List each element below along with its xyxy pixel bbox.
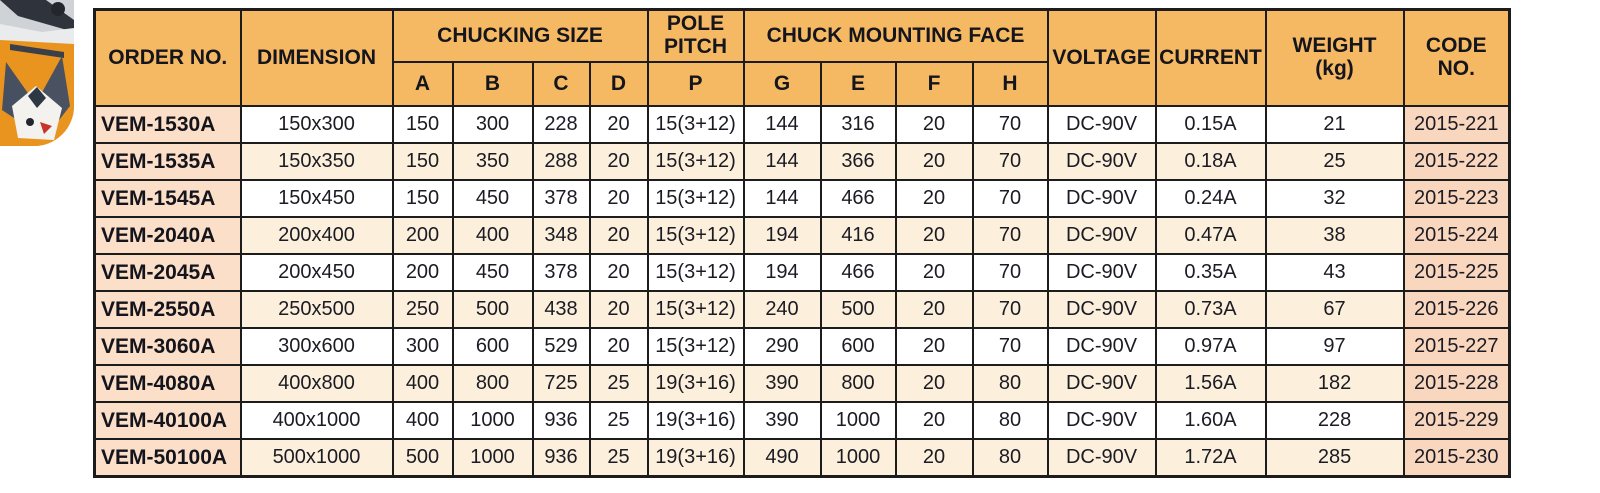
- cell-c: 378: [533, 180, 590, 217]
- header-col-d: D: [590, 62, 648, 106]
- spec-table-body: [95, 106, 1510, 477]
- cell-e: 416: [821, 217, 896, 254]
- cell-e: 500: [821, 291, 896, 328]
- cell-weight: 21: [1266, 106, 1404, 143]
- cell-h: 70: [973, 217, 1048, 254]
- cell-current: 0.15A: [1156, 106, 1266, 143]
- cell-dimension: 400x800: [241, 365, 393, 402]
- cell-weight: 25: [1266, 143, 1404, 180]
- cell-voltage: DC-90V: [1048, 402, 1156, 439]
- cell-d: 25: [590, 402, 648, 439]
- cell-h: 70: [973, 254, 1048, 291]
- cell-code: 2015-223: [1404, 180, 1510, 217]
- cell-voltage: DC-90V: [1048, 106, 1156, 143]
- cell-order: VEM-4080A: [95, 365, 241, 402]
- cell-current: 1.56A: [1156, 365, 1266, 402]
- header-weight-line1: WEIGHT: [1292, 34, 1377, 58]
- cell-d: 20: [590, 291, 648, 328]
- cell-current: 0.97A: [1156, 328, 1266, 365]
- cell-e: 800: [821, 365, 896, 402]
- cell-f: 20: [896, 365, 973, 402]
- cell-e: 316: [821, 106, 896, 143]
- cell-order: VEM-1535A: [95, 143, 241, 180]
- cell-a: 400: [393, 365, 453, 402]
- cell-f: 20: [896, 402, 973, 439]
- cell-g: 144: [744, 106, 821, 143]
- header-order-no: ORDER NO.: [95, 10, 241, 107]
- cell-voltage: DC-90V: [1048, 254, 1156, 291]
- product-photo-art: [0, 0, 74, 146]
- cell-h: 70: [973, 328, 1048, 365]
- cell-f: 20: [896, 291, 973, 328]
- header-col-a: A: [393, 62, 453, 106]
- header-chuck-mounting-face: CHUCK MOUNTING FACE: [744, 10, 1048, 63]
- cell-code: 2015-227: [1404, 328, 1510, 365]
- cell-weight: 97: [1266, 328, 1404, 365]
- cell-current: 0.18A: [1156, 143, 1266, 180]
- cell-weight: 228: [1266, 402, 1404, 439]
- header-col-c: C: [533, 62, 590, 106]
- cell-voltage: DC-90V: [1048, 143, 1156, 180]
- cell-order: VEM-50100A: [95, 439, 241, 477]
- header-col-b: B: [453, 62, 533, 106]
- cell-p: 15(3+12): [648, 180, 744, 217]
- cell-voltage: DC-90V: [1048, 217, 1156, 254]
- cell-e: 600: [821, 328, 896, 365]
- cell-b: 400: [453, 217, 533, 254]
- cell-d: 20: [590, 254, 648, 291]
- cell-g: 490: [744, 439, 821, 477]
- cell-weight: 38: [1266, 217, 1404, 254]
- cell-weight: 182: [1266, 365, 1404, 402]
- cell-p: 19(3+16): [648, 402, 744, 439]
- cell-a: 150: [393, 180, 453, 217]
- cell-a: 200: [393, 217, 453, 254]
- cell-a: 150: [393, 106, 453, 143]
- header-group-row: [95, 10, 1510, 63]
- cell-current: 0.47A: [1156, 217, 1266, 254]
- cell-code: 2015-224: [1404, 217, 1510, 254]
- cell-p: 15(3+12): [648, 143, 744, 180]
- cell-e: 466: [821, 254, 896, 291]
- cell-voltage: DC-90V: [1048, 180, 1156, 217]
- product-photo: [0, 0, 74, 146]
- cell-d: 20: [590, 217, 648, 254]
- header-dimension: DIMENSION: [241, 10, 393, 107]
- cell-g: 390: [744, 402, 821, 439]
- cell-dimension: 400x1000: [241, 402, 393, 439]
- cell-dimension: 200x450: [241, 254, 393, 291]
- cell-f: 20: [896, 180, 973, 217]
- table-row: [95, 217, 1510, 254]
- cell-dimension: 150x300: [241, 106, 393, 143]
- header-col-p: P: [648, 62, 744, 106]
- cell-g: 144: [744, 180, 821, 217]
- cell-d: 25: [590, 365, 648, 402]
- cell-code: 2015-221: [1404, 106, 1510, 143]
- cell-d: 25: [590, 439, 648, 477]
- cell-f: 20: [896, 106, 973, 143]
- cell-g: 240: [744, 291, 821, 328]
- cell-h: 80: [973, 365, 1048, 402]
- cell-order: VEM-2045A: [95, 254, 241, 291]
- table-row: [95, 106, 1510, 143]
- cell-c: 936: [533, 439, 590, 477]
- cell-c: 936: [533, 402, 590, 439]
- cell-b: 800: [453, 365, 533, 402]
- header-voltage: VOLTAGE: [1048, 10, 1156, 107]
- table-row: [95, 143, 1510, 180]
- header-pole-pitch: [648, 10, 744, 63]
- cell-voltage: DC-90V: [1048, 365, 1156, 402]
- cell-f: 20: [896, 328, 973, 365]
- header-pole-pitch-line1: POLE: [666, 12, 725, 36]
- cell-c: 348: [533, 217, 590, 254]
- cell-c: 228: [533, 106, 590, 143]
- cell-order: VEM-1545A: [95, 180, 241, 217]
- cell-p: 15(3+12): [648, 291, 744, 328]
- cell-order: VEM-40100A: [95, 402, 241, 439]
- cell-e: 1000: [821, 439, 896, 477]
- header-code-no: [1404, 10, 1510, 107]
- cell-order: VEM-3060A: [95, 328, 241, 365]
- cell-c: 288: [533, 143, 590, 180]
- cell-f: 20: [896, 217, 973, 254]
- cell-e: 466: [821, 180, 896, 217]
- header-code-line1: CODE: [1425, 34, 1487, 58]
- table-row: [95, 439, 1510, 477]
- cell-code: 2015-230: [1404, 439, 1510, 477]
- cell-p: 15(3+12): [648, 106, 744, 143]
- cell-g: 390: [744, 365, 821, 402]
- cell-p: 15(3+12): [648, 328, 744, 365]
- cell-c: 529: [533, 328, 590, 365]
- cell-a: 500: [393, 439, 453, 477]
- table-row: [95, 365, 1510, 402]
- cell-current: 1.60A: [1156, 402, 1266, 439]
- cell-dimension: 200x400: [241, 217, 393, 254]
- header-weight-line2: (kg): [1315, 57, 1354, 80]
- cell-weight: 285: [1266, 439, 1404, 477]
- header-current: CURRENT: [1156, 10, 1266, 107]
- cell-g: 290: [744, 328, 821, 365]
- header-chucking-size: CHUCKING SIZE: [393, 10, 648, 63]
- cell-p: 15(3+12): [648, 217, 744, 254]
- cell-current: 0.73A: [1156, 291, 1266, 328]
- header-col-h: H: [973, 62, 1048, 106]
- cell-code: 2015-229: [1404, 402, 1510, 439]
- cell-p: 15(3+12): [648, 254, 744, 291]
- cell-weight: 43: [1266, 254, 1404, 291]
- cell-h: 70: [973, 180, 1048, 217]
- specification-table: [93, 8, 1511, 478]
- cell-c: 378: [533, 254, 590, 291]
- header-col-g: G: [744, 62, 821, 106]
- cell-a: 250: [393, 291, 453, 328]
- cell-h: 70: [973, 291, 1048, 328]
- cell-code: 2015-225: [1404, 254, 1510, 291]
- cell-dimension: 500x1000: [241, 439, 393, 477]
- table-row: [95, 328, 1510, 365]
- cell-dimension: 250x500: [241, 291, 393, 328]
- cell-b: 500: [453, 291, 533, 328]
- cell-order: VEM-2040A: [95, 217, 241, 254]
- cell-h: 80: [973, 439, 1048, 477]
- cell-e: 366: [821, 143, 896, 180]
- cell-c: 438: [533, 291, 590, 328]
- cell-d: 20: [590, 328, 648, 365]
- table-row: [95, 291, 1510, 328]
- cell-b: 1000: [453, 439, 533, 477]
- table-row: [95, 402, 1510, 439]
- cell-a: 200: [393, 254, 453, 291]
- cell-b: 600: [453, 328, 533, 365]
- cell-d: 20: [590, 180, 648, 217]
- cell-weight: 67: [1266, 291, 1404, 328]
- header-col-e: E: [821, 62, 896, 106]
- cell-h: 70: [973, 143, 1048, 180]
- cell-current: 0.35A: [1156, 254, 1266, 291]
- cell-b: 350: [453, 143, 533, 180]
- header-pole-pitch-line2: PITCH: [664, 35, 727, 58]
- cell-b: 450: [453, 254, 533, 291]
- cell-p: 19(3+16): [648, 439, 744, 477]
- header-col-f: F: [896, 62, 973, 106]
- cell-current: 1.72A: [1156, 439, 1266, 477]
- cell-d: 20: [590, 106, 648, 143]
- table-header: [95, 10, 1510, 107]
- cell-code: 2015-222: [1404, 143, 1510, 180]
- cell-weight: 32: [1266, 180, 1404, 217]
- cell-voltage: DC-90V: [1048, 439, 1156, 477]
- cell-voltage: DC-90V: [1048, 328, 1156, 365]
- cell-code: 2015-228: [1404, 365, 1510, 402]
- cell-a: 400: [393, 402, 453, 439]
- cell-order: VEM-2550A: [95, 291, 241, 328]
- table-row: [95, 180, 1510, 217]
- cell-a: 300: [393, 328, 453, 365]
- cell-e: 1000: [821, 402, 896, 439]
- table-row: [95, 254, 1510, 291]
- header-weight: [1266, 10, 1404, 107]
- cell-b: 450: [453, 180, 533, 217]
- cell-g: 194: [744, 217, 821, 254]
- cell-b: 300: [453, 106, 533, 143]
- cell-f: 20: [896, 439, 973, 477]
- header-code-line2: NO.: [1437, 57, 1475, 80]
- cell-current: 0.24A: [1156, 180, 1266, 217]
- cell-h: 70: [973, 106, 1048, 143]
- cell-c: 725: [533, 365, 590, 402]
- cell-f: 20: [896, 254, 973, 291]
- cell-b: 1000: [453, 402, 533, 439]
- cell-voltage: DC-90V: [1048, 291, 1156, 328]
- cell-order: VEM-1530A: [95, 106, 241, 143]
- cell-f: 20: [896, 143, 973, 180]
- cell-code: 2015-226: [1404, 291, 1510, 328]
- cell-h: 80: [973, 402, 1048, 439]
- cell-dimension: 300x600: [241, 328, 393, 365]
- cell-a: 150: [393, 143, 453, 180]
- cell-d: 20: [590, 143, 648, 180]
- cell-g: 194: [744, 254, 821, 291]
- cell-p: 19(3+16): [648, 365, 744, 402]
- cell-dimension: 150x350: [241, 143, 393, 180]
- cell-dimension: 150x450: [241, 180, 393, 217]
- cell-g: 144: [744, 143, 821, 180]
